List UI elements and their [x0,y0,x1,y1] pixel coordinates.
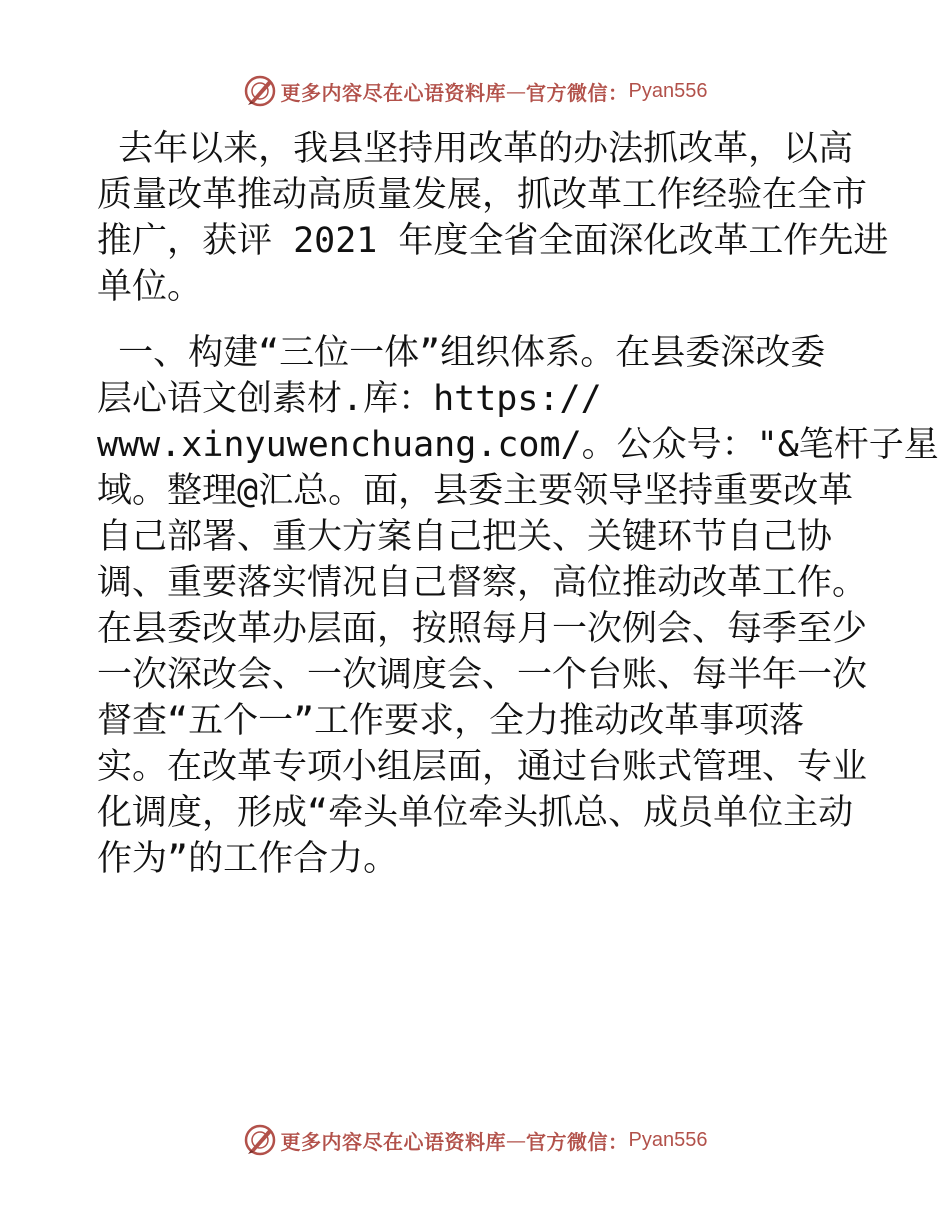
text-line: 去年以来，我县坚持用改革的办法抓改革，以高 [97,129,854,169]
banner-title: 更多内容尽在心语资料库 [280,1129,507,1154]
text-line: 一次深改会、一次调度会、一个台账、每半年一次 [97,655,868,695]
document-body [97,126,939,882]
text-line: 质量改革推动高质量发展，抓改革工作经验在全市 [97,175,868,215]
paragraph-intro [97,126,889,310]
footer-banner [0,1120,950,1160]
banner-wechat-id: Pyan556 [628,1128,708,1151]
banner-dash: — [506,1128,527,1152]
paragraph-section-one [97,330,939,882]
text-line: 督查“五个一”工作要求，全力推动改革事项落 [97,701,805,741]
banner-wechat-label: 官方微信： [526,1129,629,1154]
text-line: 在县委改革办层面，按照每月一次例会、每季至少 [97,609,868,649]
banner-title: 更多内容尽在心语资料库 [280,80,507,105]
banner-wechat-label: 官方微信： [526,80,629,105]
text-line: 实。在改革专项小组层面，通过台账式管理、专业 [97,747,868,787]
text-line: 推广，获评 2021 年度全省全面深化改革工作先进 [97,221,889,261]
text-line: www.xinyuwenchuang.com/。公众号："&笔杆子星 [97,425,939,465]
pen-seal-icon [243,1123,277,1157]
text-line: 域。整理@汇总。面，县委主要领导坚持重要改革 [97,471,854,511]
text-line: 一、构建“三位一体”组织体系。在县委深改委 [97,333,826,373]
text-line: 自己部署、重大方案自己把关、关键环节自己协 [97,517,833,557]
text-line: 单位。 [97,267,203,307]
pen-seal-icon [243,74,277,108]
text-line: 层心语文创素材.库：https:// [97,379,602,419]
banner-dash: — [506,79,527,103]
text-line: 作为”的工作合力。 [97,839,399,879]
text-line: 化调度，形成“牵头单位牵头抓总、成员单位主动 [97,793,854,833]
banner-wechat-id: Pyan556 [628,79,708,102]
text-line: 调、重要落实情况自己督察，高位推动改革工作。 [97,563,868,603]
header-banner [0,71,950,111]
